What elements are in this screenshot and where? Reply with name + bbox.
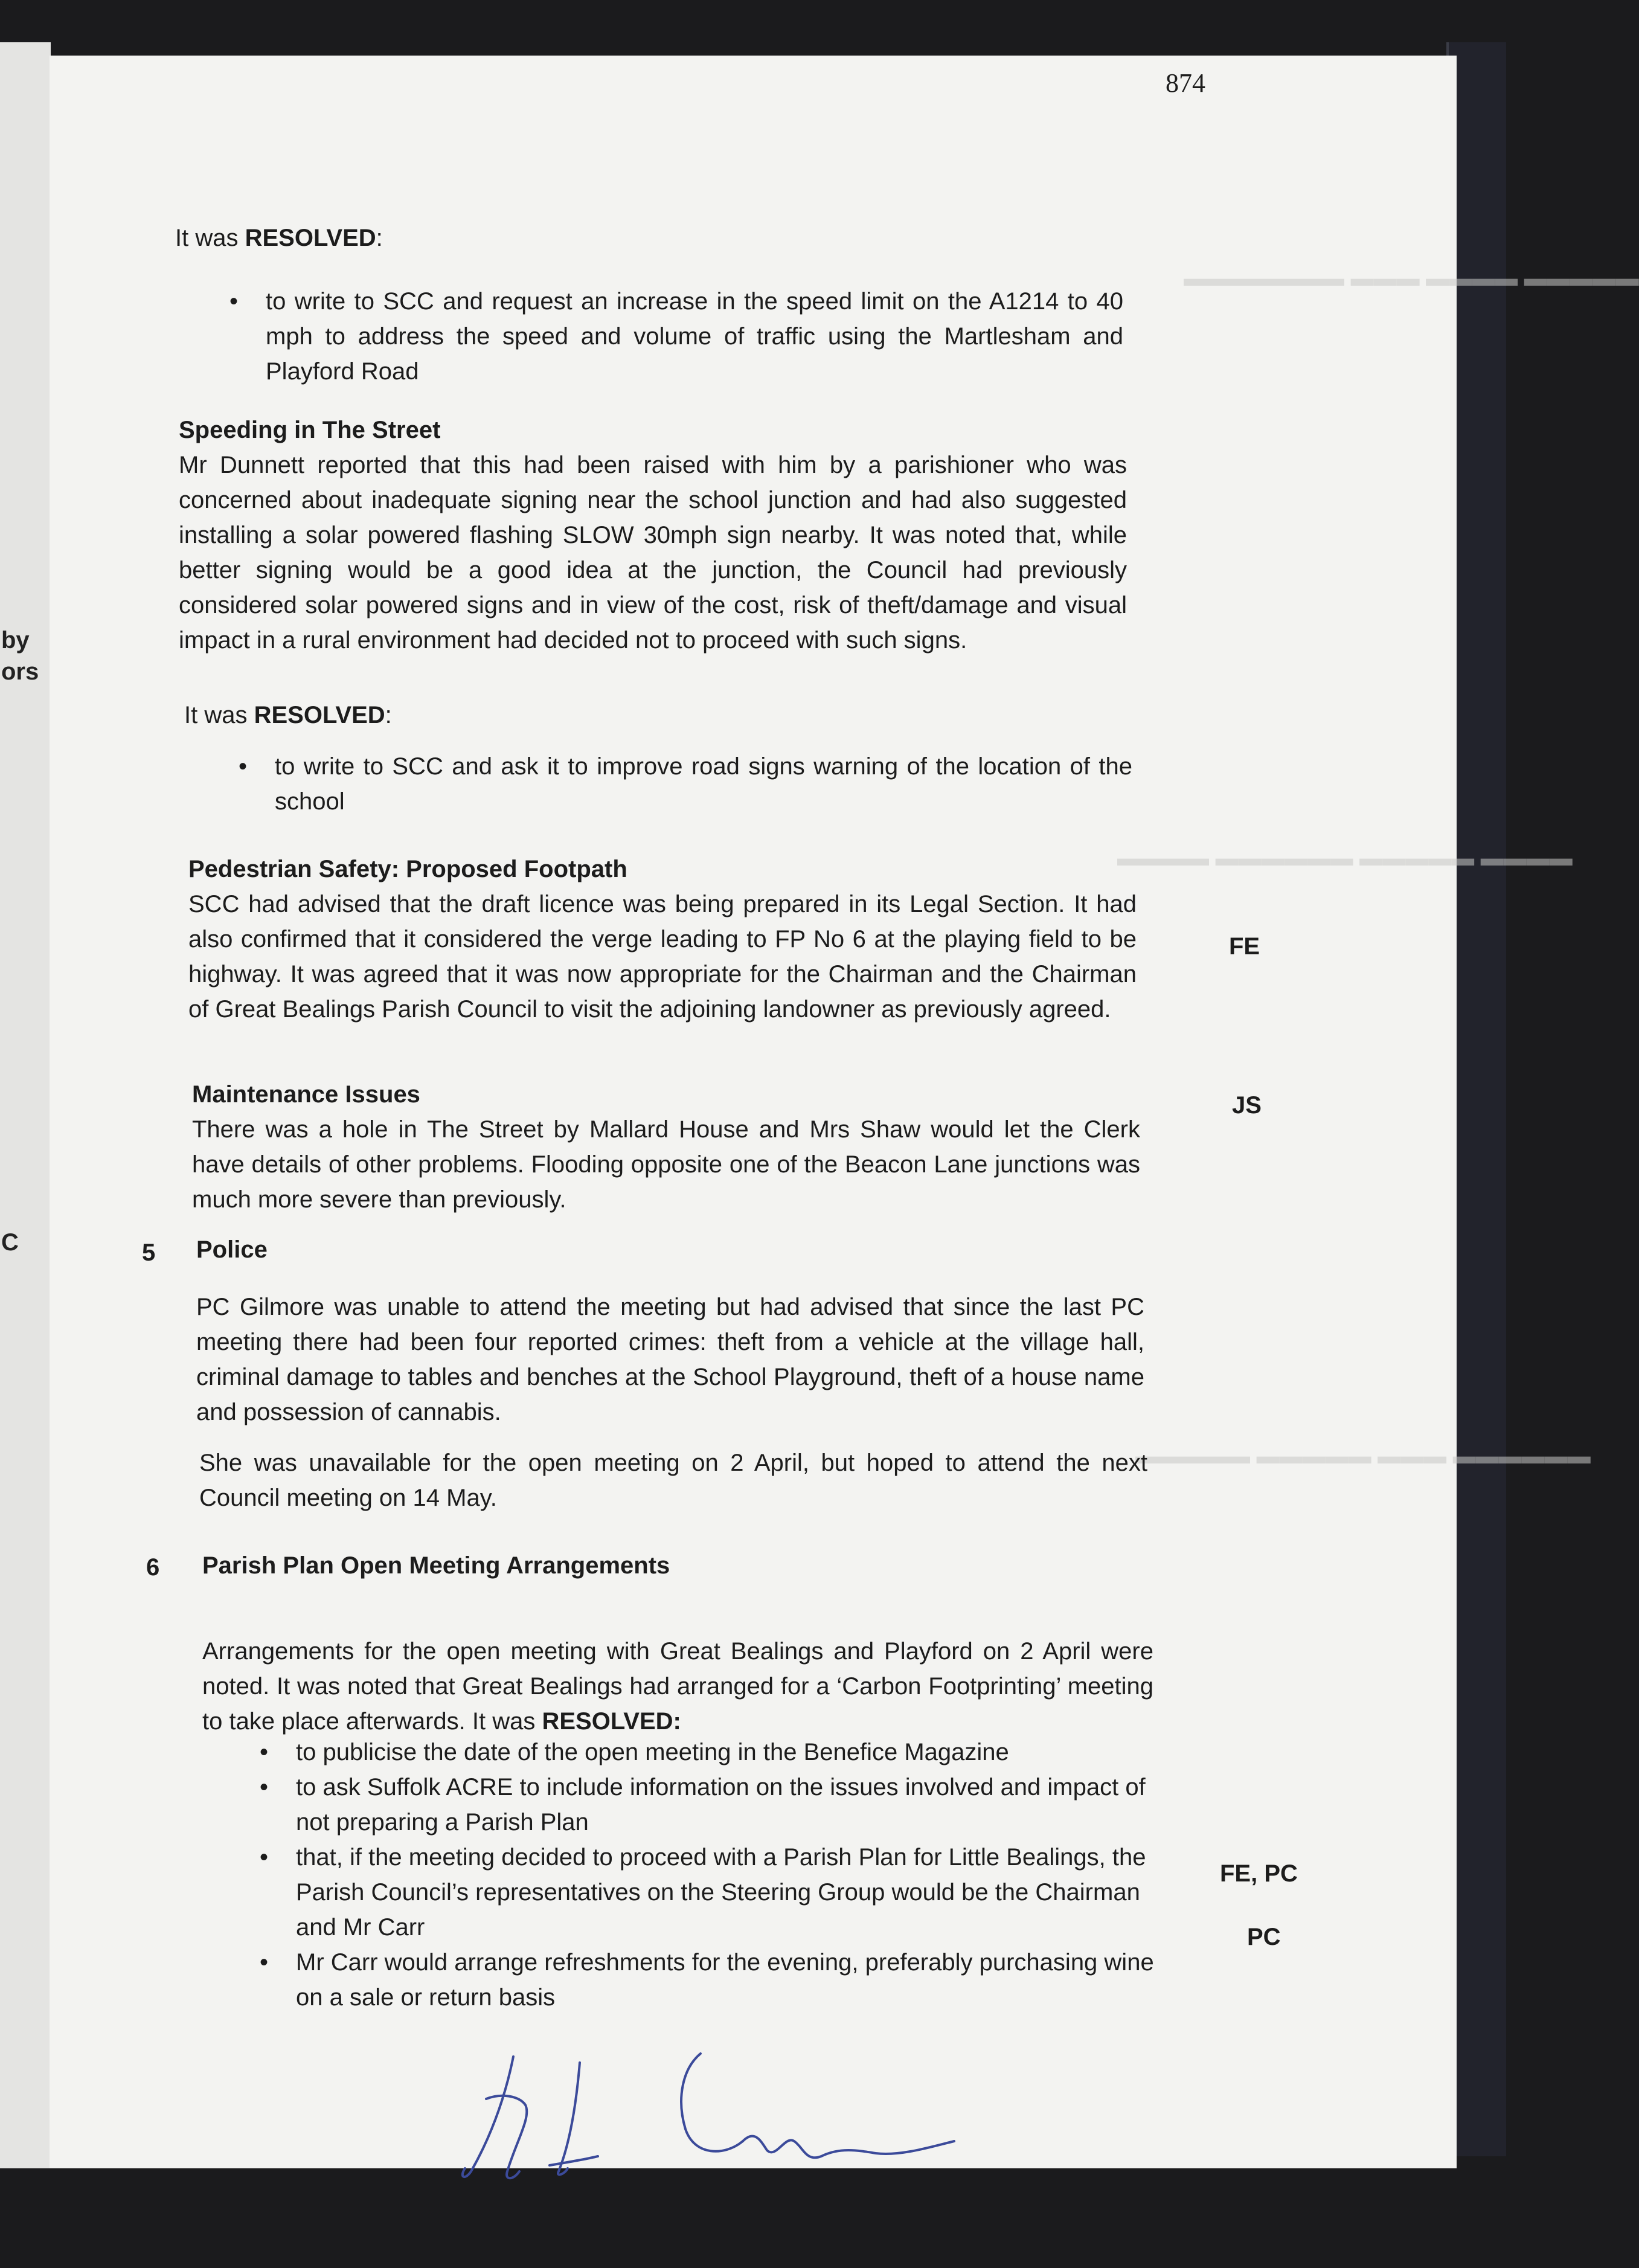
police-section: [196, 1232, 1150, 1267]
handwritten-signature: [459, 2051, 990, 2196]
bullet-icon: •: [229, 288, 239, 315]
section-number: 5: [142, 1239, 156, 1266]
bullet-icon: •: [260, 1949, 269, 1976]
bullet-item: • to write to SCC and request an increase in the speed limit on the A1214 to 40 mph to address the speed and volume of traffic using the Martlesham and Playford Road: [217, 284, 1123, 389]
section-heading: Maintenance Issues: [192, 1081, 420, 1108]
section-text: Arrangements for the open meeting with Great Bealings and Playford on 2 April were noted. It was noted that Great Bealings had arranged for a ‘Carbon Footprinting’ meeting to take place afterwards. It was: [202, 1638, 1153, 1735]
maintenance-section: [192, 1077, 1140, 1217]
resolved-suffix: :: [385, 702, 392, 728]
section-text: PC Gilmore was unable to attend the meeting but had advised that since the last PC meeting there had been four reported crimes: theft from a vehicle at the village hall, criminal damage to tables and benches at the School Playground, theft of a house name and possession of cannabis.: [196, 1294, 1144, 1425]
adjacent-page-fragment: ors: [1, 658, 39, 685]
adjacent-page-fragment: by: [1, 627, 30, 654]
parish-plan-section: [202, 1548, 1156, 1583]
police-text: [199, 1445, 1147, 1515]
resolved-statement: [175, 220, 1141, 255]
bullet-item: • to publicise the date of the open meeting in the Benefice Magazine: [248, 1735, 1166, 1770]
bullet-icon: •: [239, 753, 248, 780]
resolved-bullet-list: [226, 749, 1132, 819]
resolved-prefix: It was: [184, 702, 254, 728]
adjacent-page-strip: [0, 42, 51, 2168]
speeding-section: [179, 413, 1127, 658]
action-initials: FE, PC: [1220, 1860, 1298, 1887]
show-through-decoration: ▬▬▬▬▬ ▬▬▬▬ ▬▬▬ ▬▬▬▬▬▬▬: [1184, 266, 1639, 291]
action-initials: JS: [1232, 1092, 1262, 1119]
bullet-item: • to ask Suffolk ACRE to include information on the issues involved and impact of not preparing a Parish Plan: [248, 1770, 1166, 1840]
resolved-bullet-list: [217, 284, 1123, 389]
section-text: Mr Dunnett reported that this had been raised with him by a parishioner who was concerned about inadequate signing near the school junction and had also suggested installing a solar powered flashing SLOW 30mph sign nearby. It was noted that, while better signing would be a good idea at the junction, the Council had previously considered solar powered signs and in view of the cost, risk of theft/damage and visual impact in a rural environment had decided not to proceed with such signs.: [179, 452, 1127, 654]
section-heading: Pedestrian Safety: Proposed Footpath: [188, 856, 627, 882]
bullet-icon: •: [260, 1844, 269, 1871]
section-text: There was a hole in The Street by Mallard House and Mrs Shaw would let the Clerk have details of other problems. Flooding opposite one of the Beacon Lane junctions was much more severe than previously.: [192, 1116, 1140, 1213]
bullet-item: • that, if the meeting decided to proceed with a Parish Plan for Little Bealings, the Parish Council’s representatives on the Steering Group would be the Chairman and Mr Carr: [248, 1840, 1166, 1945]
police-text: [196, 1290, 1144, 1430]
section-number: 6: [146, 1554, 160, 1581]
section-heading: Police: [196, 1236, 268, 1263]
adjacent-page-fragment: C: [1, 1229, 19, 1256]
resolved-prefix: It was: [175, 225, 245, 251]
bullet-icon: •: [260, 1739, 269, 1765]
show-through-decoration: ▬▬▬▬ ▬▬▬▬▬ ▬▬▬▬▬▬ ▬▬▬▬: [1117, 846, 1573, 871]
parish-plan-intro: [202, 1634, 1153, 1739]
page-number: 874: [1166, 68, 1205, 98]
footpath-section: [188, 852, 1137, 1027]
resolved-keyword: RESOLVED: [245, 225, 376, 251]
parish-plan-bullet-list: [248, 1735, 1166, 2015]
action-initials: FE: [1229, 933, 1260, 960]
resolved-statement: [184, 698, 1150, 733]
action-initials: PC: [1247, 1924, 1281, 1950]
section-text: SCC had advised that the draft licence was being prepared in its Legal Section. It had also confirmed that it considered the verge leading to FP No 6 at the playing field to be highway. It was agreed that it was now appropriate for the Chairman and the Chairman of Great Bealings Parish Council to visit the adjoining landowner as previously agreed.: [188, 891, 1137, 1023]
section-heading: Speeding in The Street: [179, 417, 441, 443]
resolved-keyword: RESOLVED: [254, 702, 385, 728]
bullet-item: • Mr Carr would arrange refreshments for the evening, preferably purchasing wine on a sale or return basis: [248, 1945, 1166, 2015]
bullet-item: • to write to SCC and ask it to improve road signs warning of the location of the school: [226, 749, 1132, 819]
resolved-keyword: RESOLVED:: [542, 1708, 681, 1735]
show-through-decoration: ▬▬▬▬▬▬ ▬▬▬ ▬▬▬▬▬ ▬▬▬▬▬: [1135, 1444, 1591, 1469]
resolved-suffix: :: [376, 225, 383, 251]
bullet-icon: •: [260, 1774, 269, 1801]
section-heading: Parish Plan Open Meeting Arrangements: [202, 1552, 670, 1579]
section-text: She was unavailable for the open meeting on 2 April, but hoped to attend the next Council meeting on 14 May.: [199, 1450, 1147, 1511]
